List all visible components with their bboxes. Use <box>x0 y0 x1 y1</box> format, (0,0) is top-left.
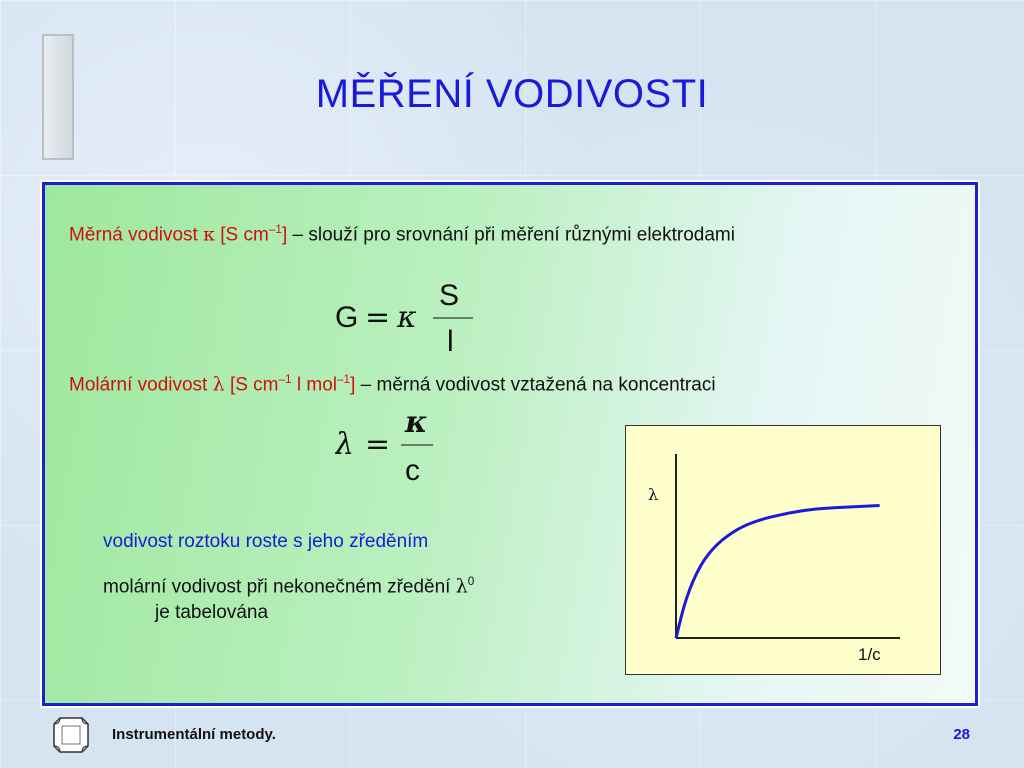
eq1-equals: = <box>365 300 391 335</box>
eq2-numerator: κ <box>405 410 428 440</box>
institution-logo-icon <box>52 716 90 754</box>
specific-conductivity-line <box>69 223 735 246</box>
specific-conductivity-desc: slouží pro srovnání při měření různými elektrodami <box>308 224 735 246</box>
bullet-infinite-dilution <box>103 569 474 626</box>
equation-molar <box>335 410 475 485</box>
bullet-dilution: vodivost roztoku roste s jeho zředěním <box>103 531 429 552</box>
series-line-0 <box>676 506 880 638</box>
bullet-infinite-cont: je tabelována <box>155 602 269 624</box>
kappa-symbol: κ <box>203 223 215 246</box>
specific-conductivity-term: Měrná vodivost <box>69 224 198 246</box>
unit-a: [S cm <box>229 374 279 396</box>
molar-conductivity-chart <box>626 426 940 674</box>
unit-b: l mol <box>291 374 338 396</box>
molar-conductivity-line <box>69 373 716 396</box>
dash: – <box>360 374 372 396</box>
content-panel <box>42 182 978 706</box>
lambda-zero-sup: 0 <box>467 575 475 588</box>
chart-box <box>625 425 941 675</box>
unit-exponent: –1 <box>268 223 282 236</box>
eq1-kappa: κ <box>397 300 417 335</box>
eq1-denominator: l <box>447 325 454 355</box>
unit-close: ] <box>350 374 356 396</box>
molar-conductivity-term: Molární vodivost <box>69 374 208 396</box>
eq1-lhs: G <box>335 301 359 334</box>
eq2-equals: = <box>365 427 391 462</box>
equation-conductance <box>335 275 485 355</box>
eq2-denominator: c <box>405 454 420 485</box>
dash: – <box>292 224 304 246</box>
slide-title: MĚŘENÍ VODIVOSTI <box>315 72 709 116</box>
unit-exponent-1: –1 <box>278 373 292 386</box>
x-axis-label: 1/c <box>858 645 881 664</box>
lambda-zero-symbol: λ <box>455 575 468 598</box>
eq1-numerator: S <box>439 279 460 312</box>
unit-exponent-2: –1 <box>337 373 351 386</box>
unit-open: [S cm <box>220 224 269 246</box>
bullet-infinite-text: molární vodivost při nekonečném zředění <box>103 576 456 598</box>
eq2-lhs: λ <box>335 427 355 462</box>
molar-conductivity-desc: měrná vodivost vztažená na koncentraci <box>376 374 716 396</box>
y-axis-label: λ <box>648 485 659 504</box>
lambda-symbol: λ <box>212 373 225 396</box>
footer-course-name: Instrumentální metody. <box>112 726 276 743</box>
page-number: 28 <box>953 726 970 743</box>
unit-close: ] <box>281 224 288 246</box>
